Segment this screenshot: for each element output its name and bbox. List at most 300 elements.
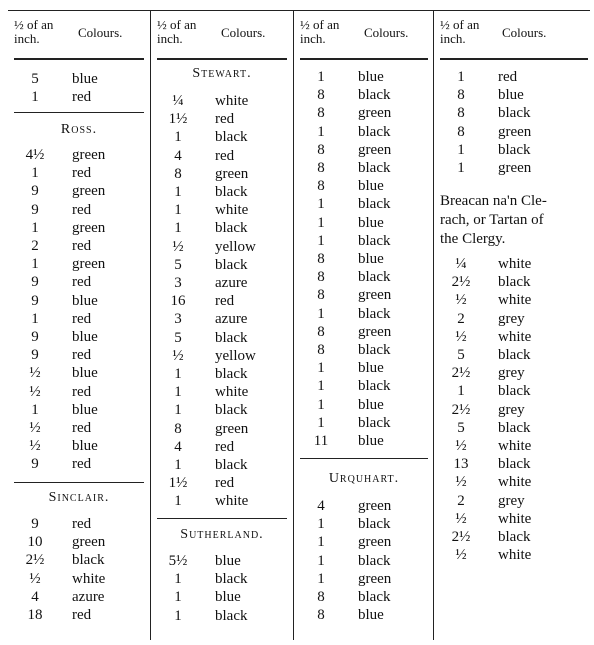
measure-value: 1 [31,219,39,236]
measure-value: ½ [29,383,41,400]
colour-name: red [72,238,92,254]
table-row [440,255,588,273]
measure-value: 1 [174,493,182,510]
colour-name: white [498,510,532,527]
measure-value: 9 [31,292,39,309]
table-row [157,607,287,625]
table-row [440,328,588,346]
colour-name: black [358,123,391,140]
colour-name: blue [358,396,384,413]
measure-value: 1 [31,401,39,418]
colour-name: green [72,219,106,236]
colour-name: black [358,552,391,569]
colour-name: white [215,93,249,109]
header-rule [300,58,428,60]
measure-value: 8 [317,287,325,304]
measure-value: 8 [317,178,325,195]
colour-name: green [358,570,392,587]
colour-name: blue [358,360,384,377]
measure-value: 1 [31,310,39,327]
colour-name: white [215,202,249,219]
colour-name: white [498,474,532,491]
colour-name: green [358,323,392,340]
colour-name: black [215,184,248,200]
measure-value: 3 [174,275,182,291]
measure-value: 2 [457,310,465,327]
table-row [300,286,428,304]
measure-value: ½ [455,328,467,345]
table-row [300,396,428,414]
table-row [157,474,287,492]
table-row [300,214,428,232]
measure-value: 1½ [168,111,188,128]
unit-header: ½ of an inch. [300,17,340,46]
colour-name: black [215,402,248,419]
section-rule [14,482,144,483]
table-row [440,104,588,122]
top-rule [8,10,590,11]
colour-name: black [498,274,531,291]
table-row [300,68,428,86]
table-row [14,88,144,106]
measure-value: 1 [317,69,325,85]
colour-name: black [215,366,248,382]
colour-name: yellow [215,238,256,255]
header-rule [14,58,144,60]
colour-name: white [498,292,532,309]
colour-name: blue [72,292,98,309]
measure-value: 2 [457,492,465,509]
measure-value: 5 [174,329,182,346]
table-row [440,141,588,159]
colour-name: green [215,165,249,182]
measure-value: ½ [29,420,41,436]
table-row [157,383,287,401]
table-row [14,551,144,569]
colour-name: green [72,256,106,273]
measure-value: 1 [174,129,182,146]
colour-name: black [72,552,105,569]
colour-name: grey [498,492,525,509]
measure-value: ½ [172,238,184,255]
section-rule [300,458,428,459]
measure-value: 1 [457,160,465,176]
colour-name: red [72,347,92,364]
measure-value: 1 [174,384,182,401]
measure-value: 1 [317,414,325,431]
measure-value: ½ [455,438,467,454]
table-row [300,359,428,377]
table-row [14,515,144,533]
colour-name: blue [358,214,384,231]
table-row [14,201,144,219]
colour-name: black [498,456,531,473]
measure-value: 9 [31,516,39,532]
column-header [157,18,287,54]
clan-title: Sutherland. [180,527,264,542]
measure-value: 1 [174,589,182,606]
table-row [300,497,428,515]
measure-value: ¼ [455,256,467,272]
table-row [157,92,287,110]
table-row [300,86,428,104]
table-row [300,533,428,551]
colour-name: red [215,293,235,310]
measure-value: 9 [31,329,39,345]
colours-header: Colours. [364,25,409,40]
colour-name: red [72,383,92,400]
table-row [440,546,588,564]
colour-name: black [215,129,248,146]
colour-name: black [215,220,248,237]
measure-value: 9 [31,183,39,200]
measure-value: 8 [317,269,325,286]
measure-value: 1½ [168,475,188,492]
colour-name: blue [72,329,98,345]
table-row [157,588,287,606]
colour-name: black [358,232,391,249]
colour-name: blue [358,69,384,85]
colour-name: green [72,147,106,163]
table-row [440,419,588,437]
table-row [157,147,287,165]
table-row [300,141,428,159]
measure-value: 5 [457,347,465,363]
colour-name: black [215,571,248,588]
table-row [300,414,428,432]
table-row [300,588,428,606]
colour-name: black [358,269,391,286]
measure-value: 3 [174,311,182,328]
section-rule [157,518,287,519]
colour-name: blue [358,607,384,624]
table-row [300,159,428,177]
measure-value: 4 [174,147,182,164]
table-row [157,401,287,419]
table-row [14,455,144,473]
table-row [14,533,144,551]
table-row [157,347,287,365]
measure-value: 1 [174,220,182,237]
table-row [14,146,144,164]
colours-header: Colours. [78,25,123,40]
table-row [440,510,588,528]
measure-value: ½ [455,292,467,309]
colour-name: red [72,201,92,218]
measure-value: 8 [317,160,325,176]
colours-header: Colours. [221,25,266,40]
measure-value: 1 [317,214,325,231]
measure-value: 8 [457,87,465,104]
measure-value: 4 [317,498,325,514]
column-divider [150,10,151,640]
table-row [157,552,287,570]
colour-name: red [215,147,235,164]
measure-value: 1 [31,256,39,273]
measure-value: 2½ [451,274,471,291]
column-header [14,18,144,54]
measure-value: ½ [29,365,41,382]
measure-value: 9 [31,201,39,218]
measure-value: 1 [317,232,325,249]
measure-value: 8 [317,87,325,104]
colour-name: black [215,607,248,624]
measure-value: ½ [455,510,467,527]
table-row [300,515,428,533]
measure-value: 8 [174,420,182,437]
clan-title: Urquhart. [328,471,400,486]
table-row [440,346,588,364]
table-row [440,364,588,382]
colour-name: red [72,516,92,532]
table-row [440,455,588,473]
measure-value: 16 [170,293,186,310]
measure-value: 1 [174,202,182,219]
measure-value: 1 [317,360,325,377]
measure-value: 1 [174,571,182,588]
colour-name: red [215,111,235,128]
colour-name: white [498,438,532,454]
colour-name: blue [215,553,241,569]
clan-title: Stewart. [192,66,252,81]
table-row [14,273,144,291]
table-row [440,492,588,510]
table-row [14,237,144,255]
colour-name: blue [358,178,384,195]
table-row [440,382,588,400]
colour-name: blue [72,401,98,418]
table-row [157,219,287,237]
measure-value: 8 [317,141,325,158]
table-row [300,123,428,141]
column-header [300,18,428,54]
measure-value: 1 [317,196,325,213]
measure-value: 2½ [25,552,45,569]
colour-name: blue [72,365,98,382]
table-row [440,401,588,419]
colour-name: black [358,414,391,431]
measure-value: 1 [457,141,465,158]
colour-name: red [72,420,92,436]
measure-value: ½ [172,347,184,364]
colour-name: red [72,607,92,623]
table-row [440,123,588,141]
measure-value: 1 [174,607,182,624]
column-header [440,18,588,54]
table-row [157,570,287,588]
table-row [300,377,428,395]
unit-header: ½ of an inch. [157,17,197,46]
colour-name: red [498,69,518,85]
measure-value: 4 [31,588,39,605]
measure-value: ¼ [172,93,184,109]
table-row [157,110,287,128]
table-row [157,201,287,219]
measure-value: 1 [317,123,325,140]
table-row [157,165,287,183]
colour-name: grey [498,310,525,327]
colour-name: green [358,534,392,551]
measure-value: 4 [174,438,182,455]
table-row [300,552,428,570]
colour-name: red [72,165,92,182]
colour-name: green [358,141,392,158]
colour-name: red [72,89,92,106]
table-row [300,570,428,588]
measure-value: 10 [27,534,43,551]
measure-value: 1 [174,184,182,200]
table-row [300,232,428,250]
colour-name: red [72,310,92,327]
table-row [157,292,287,310]
table-row [300,250,428,268]
colour-name: black [358,342,391,358]
table-row [300,268,428,286]
colour-name: white [498,256,532,272]
measure-value: 9 [31,274,39,291]
colour-name: blue [72,438,98,455]
colour-name: black [358,516,391,533]
section-rule [14,112,144,113]
table-row [14,364,144,382]
measure-value: 8 [317,251,325,267]
colour-name: green [358,105,392,122]
colour-name: azure [215,311,248,328]
table-row [440,310,588,328]
measure-value: 1 [31,165,39,182]
colour-name: green [72,534,106,551]
colour-name: green [498,160,532,176]
colour-name: azure [72,588,105,605]
colour-name: red [72,456,92,473]
measure-value: 1 [174,457,182,473]
table-row [300,341,428,359]
table-row [14,346,144,364]
measure-value: ½ [455,547,467,564]
header-rule [440,58,588,60]
measure-value: 8 [317,105,325,122]
measure-value: 8 [317,589,325,605]
table-row [440,528,588,546]
colour-name: azure [215,275,248,291]
colour-name: black [358,196,391,213]
clan-title: Ross. [60,122,98,137]
table-row [14,292,144,310]
measure-value: 8 [317,323,325,340]
colour-name: black [358,87,391,104]
measure-value: 5½ [168,553,188,569]
measure-value: ½ [29,570,41,587]
table-row [157,274,287,292]
table-row [14,570,144,588]
measure-value: 9 [31,347,39,364]
table-row [440,159,588,177]
table-row [300,177,428,195]
measure-value: 1 [457,383,465,400]
colours-header: Colours. [502,25,547,40]
table-row [300,432,428,450]
measure-value: 1 [317,552,325,569]
measure-value: 8 [457,105,465,122]
unit-header: ½ of an inch. [440,17,480,46]
table-row [440,273,588,291]
table-row [14,310,144,328]
measure-value: 9 [31,456,39,473]
table-row [14,437,144,455]
table-row [157,420,287,438]
table-row [440,473,588,491]
measure-value: 1 [317,396,325,413]
colour-name: white [72,570,106,587]
table-row [300,323,428,341]
colour-name: black [358,160,391,176]
column-divider [433,10,434,640]
measure-value: 4½ [25,147,45,163]
colour-name: black [498,419,531,436]
colour-name: black [498,347,531,363]
measure-value: 1 [317,534,325,551]
table-row [157,492,287,510]
measure-value: 1 [457,69,465,85]
colour-name: white [498,547,532,564]
table-row [14,401,144,419]
measure-value: 1 [31,89,39,106]
header-rule [157,58,287,60]
colour-name: red [215,475,235,492]
measure-value: ½ [455,474,467,491]
table-row [157,183,287,201]
colour-name: black [215,256,248,273]
measure-value: 8 [317,342,325,358]
measure-value: 2½ [451,529,471,545]
colour-name: white [215,384,249,401]
measure-value: 18 [27,607,43,623]
colour-name: green [358,287,392,304]
colour-name: grey [498,365,525,382]
table-row [14,164,144,182]
measure-value: 8 [174,165,182,182]
colour-name: green [358,498,392,514]
clan-title: Sinclair. [48,490,110,505]
table-row [440,86,588,104]
table-row [300,305,428,323]
colour-name: blue [358,251,384,267]
measure-value: 1 [317,378,325,395]
colour-name: green [215,420,249,437]
colour-name: black [215,457,248,473]
colour-name: yellow [215,347,256,364]
measure-value: 5 [31,71,39,87]
table-row [14,606,144,624]
colour-name: blue [72,71,98,87]
section-note: Breacan na'n Cle- rach, or Tartan of the Clergy. [440,193,547,247]
table-row [157,329,287,347]
colour-name: black [498,141,531,158]
measure-value: 2½ [451,365,471,382]
table-row [14,419,144,437]
table-row [157,438,287,456]
table-row [14,182,144,200]
table-row [157,256,287,274]
colour-name: grey [498,401,525,418]
colour-name: white [215,493,249,510]
table-row [14,383,144,401]
table-row [300,104,428,122]
table-row [14,588,144,606]
table-row [300,195,428,213]
measure-value: 11 [313,433,329,449]
table-row [440,68,588,86]
